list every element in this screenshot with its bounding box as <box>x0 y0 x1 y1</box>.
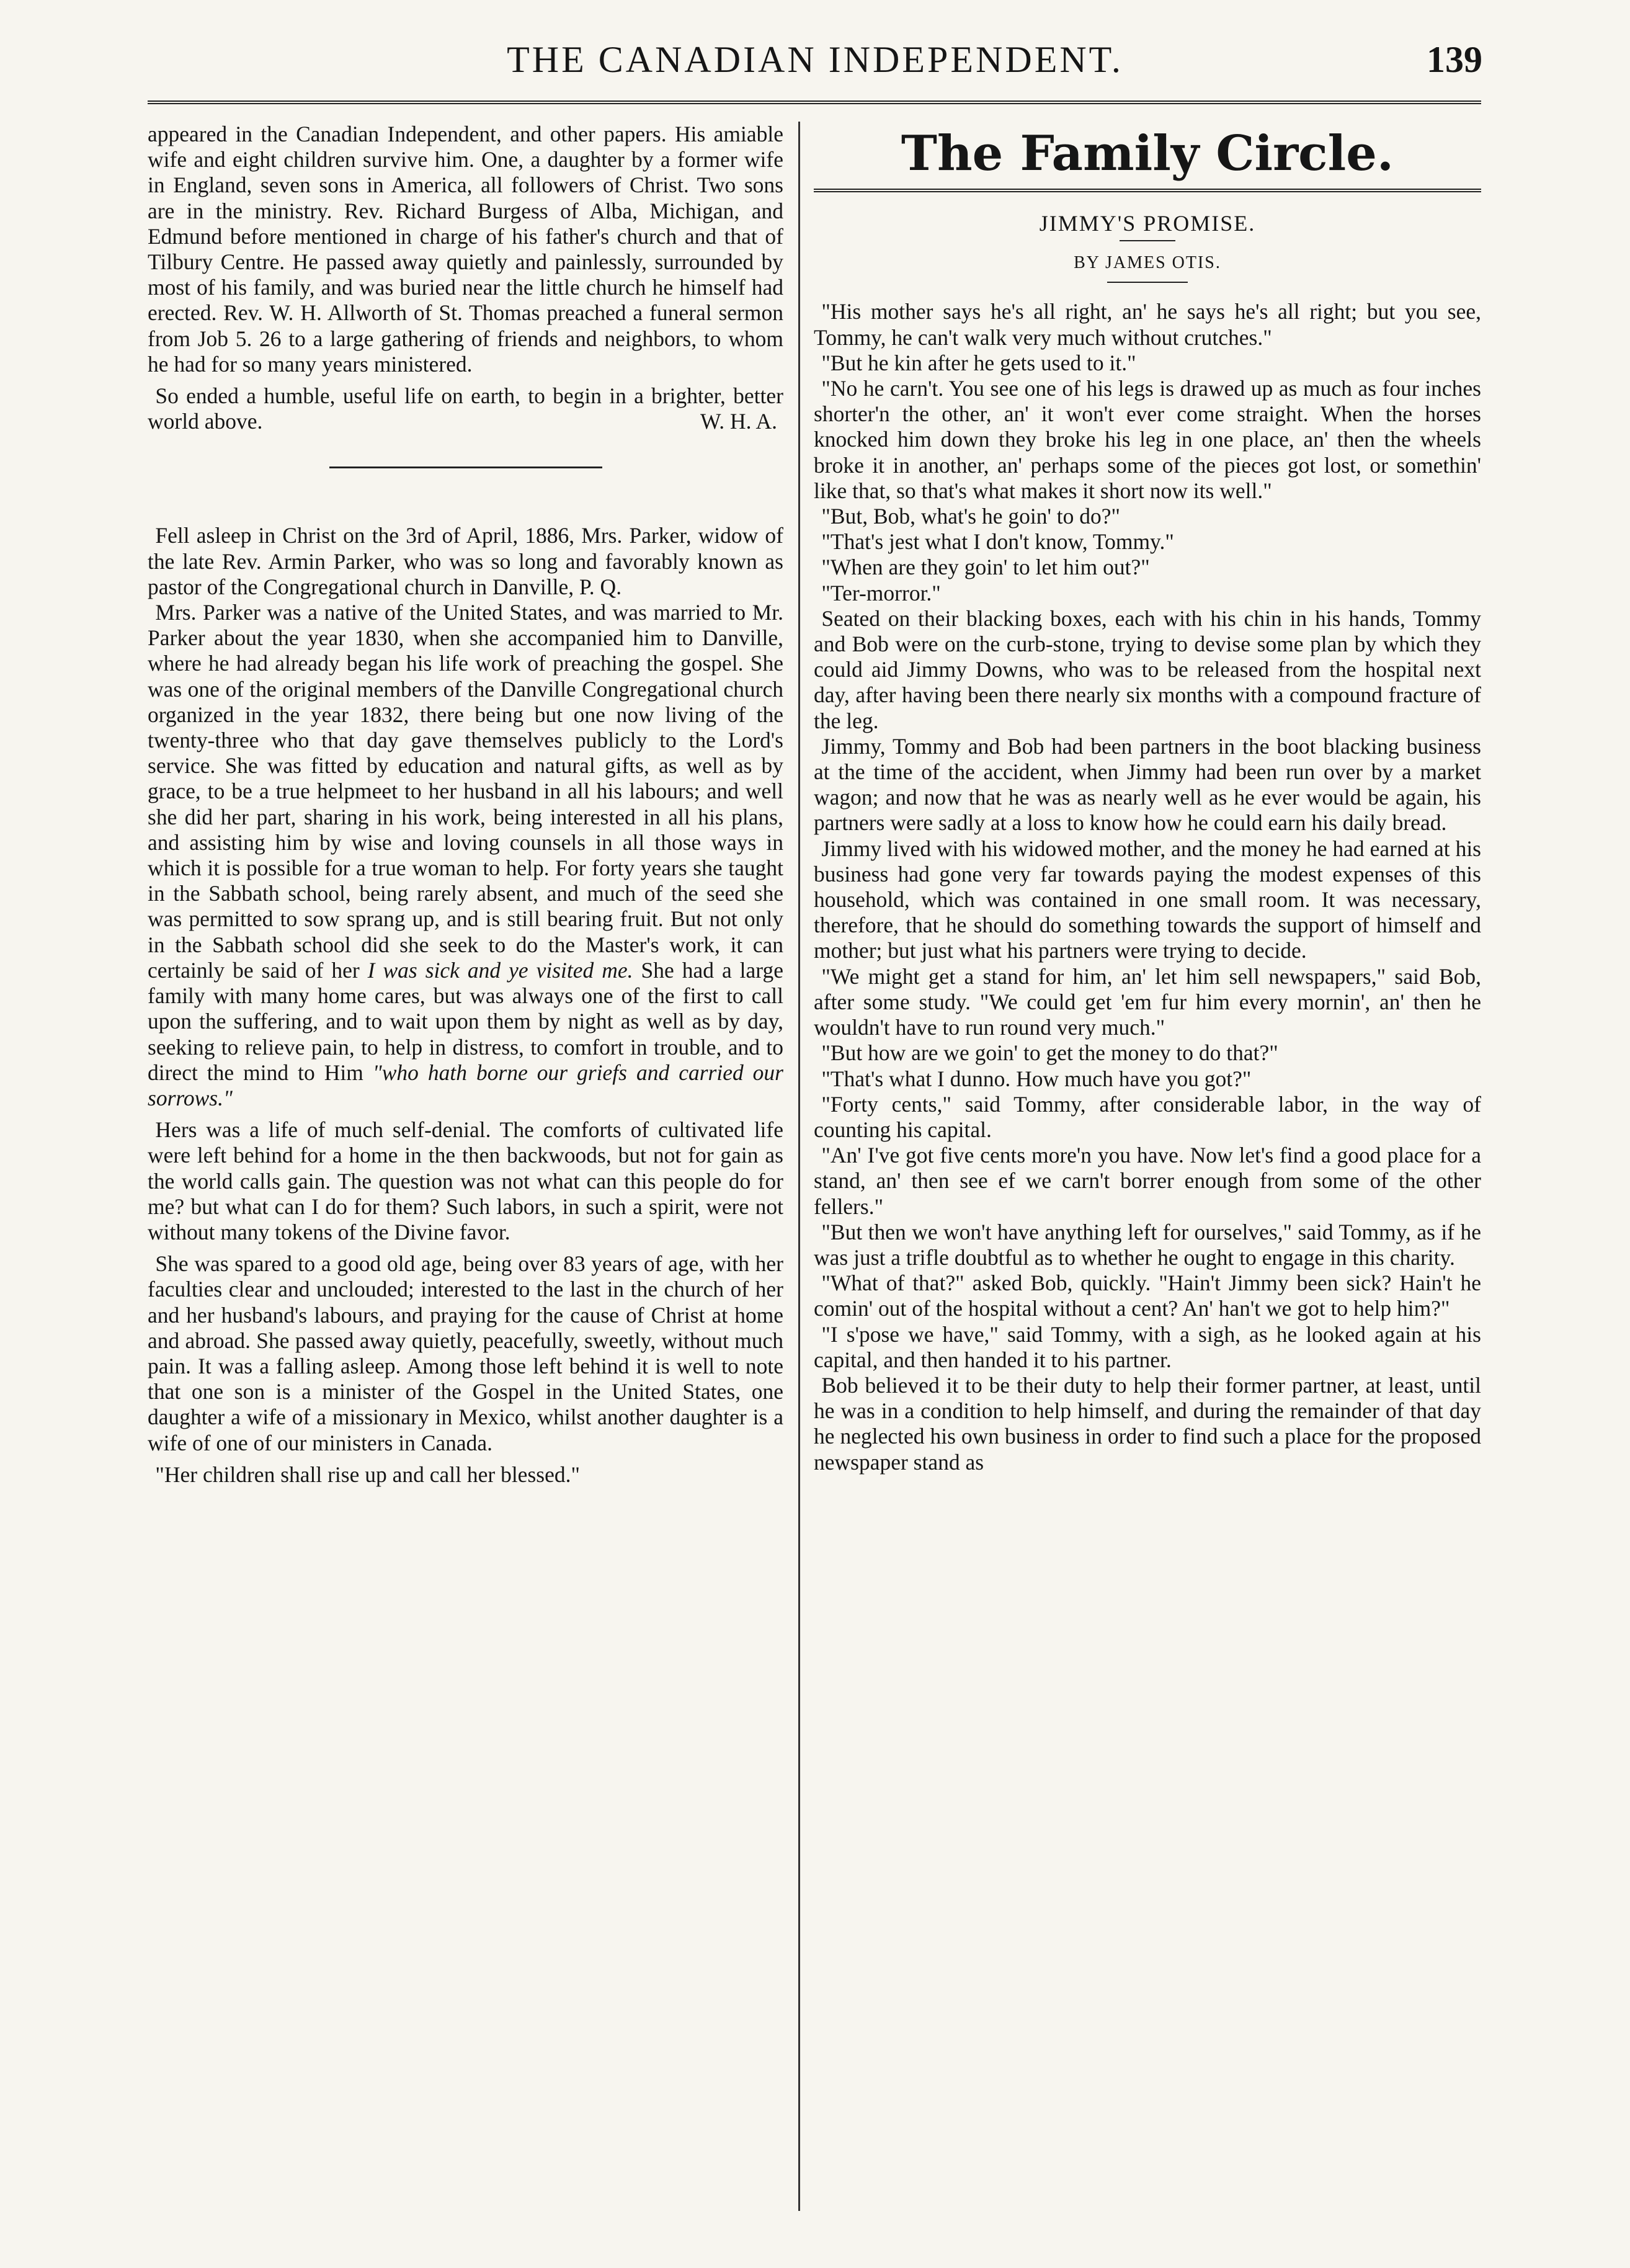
obituary-parker-life <box>148 600 783 1111</box>
story-paragraph: Seated on their blacking boxes, each with his chin in his hands, Tommy and Bob were on the curb-stone, trying to devise some plan by which they could aid Jimmy Downs, who was to be released from the hospital next day, after having been there nearly six months with a compound fracture of the leg. <box>814 605 1481 733</box>
title-rule <box>814 189 1481 192</box>
story-paragraph: "No he carn't. You see one of his legs is drawed up as much as four inches shorter'n the other, an' it won't ever come straight. When the horses knocked him down they broke his leg in one place, an' then the wheels broke it in another, an' perhaps some of the pieces got lost, or somethin' like that, so that's what makes it short now its well." <box>814 376 1481 503</box>
story-paragraph: "Forty cents," said Tommy, after considerable labor, in the way of counting his capital. <box>814 1091 1481 1142</box>
story-paragraph: "We might get a stand for him, an' let him sell newspapers," said Bob, after some study. "We could get 'em fur him every mornin', an' then he wouldn't have to run round very much." <box>814 963 1481 1040</box>
story-paragraph: "But how are we goin' to get the money to do that?" <box>821 1040 1278 1066</box>
parker-life-text: Mrs. Parker was a native of the United States, and was married to Mr. Parker about the year 1830, when she accompanied him to Danville, where he had already began his life work of preaching the gospel. She was one of the original members of the Danville Congregational church organized in the year 1832, there being but one now living of the twenty-three who that day gave themselves publicly to the Lord's service. She was fitted by education and natural gifts, as well as by grace, to be a true helpmeet to her husband in all his labours; and well she did her part, sharing in his work, being interested in all his plans, and assisting him by wise and loving counsels in all those ways in which it is possible for a true woman to help. For forty years she taught in the Sabbath school, being rarely absent, and much of the seed she was permitted to sow sprang up, and is still bearing fruit. But not only in the Sabbath school did she seek to do the Master's work, it can certainly be said of her <box>148 600 783 983</box>
parker-life-text-continued: She had a large family with many home cares, but was always one of the first to call upon the suffering, and to wait upon them by night as well as by day, seeking to relieve pain, to help in distress, to comfort in trouble, and to direct the mind to Him <box>148 957 783 1085</box>
byline-rule <box>1107 282 1188 283</box>
obituary-parker-closing-verse: "Her children shall rise up and call her blessed." <box>155 1462 580 1487</box>
story-paragraph: "But then we won't have anything left for ourselves," said Tommy, as if he was just a trifle doubtful as to whether he ought to engage in this charity. <box>814 1219 1481 1270</box>
signature: W. H. A. <box>700 409 777 434</box>
story-paragraph: "But he kin after he gets used to it." <box>821 350 1136 375</box>
right-column <box>814 122 1481 2194</box>
story-paragraph: "That's jest what I don't know, Tommy." <box>821 529 1174 555</box>
column-divider <box>798 122 800 2211</box>
story-paragraph: "I s'pose we have," said Tommy, with a sigh, as he looked again at his capital, and then handed it to his partner. <box>814 1321 1481 1372</box>
story-paragraph: Jimmy, Tommy and Bob had been partners in the boot blacking business at the time of the accident, when Jimmy had been run over by a market wagon; and now that he was as nearly well as he ever would be again, his partners were sadly at a loss to know how he could earn his daily bread. <box>814 733 1481 836</box>
left-column <box>148 122 783 2194</box>
header-rule <box>148 100 1481 104</box>
obituary-parker-intro: Fell asleep in Christ on the 3rd of April, 1886, Mrs. Parker, widow of the late Rev. Armin Parker, who was so long and favorably known as pastor of the Congregational church in Danville, P. Q. <box>148 523 783 599</box>
scripture-quote-2: "who hath borne our griefs and carried our sorrows." <box>148 1060 783 1110</box>
section-title: The Family Circle. <box>901 125 1394 182</box>
obituary-parker-old-age: She was spared to a good old age, being over 83 years of age, with her faculties clear and unclouded; interested to the last in the church of her and her husband's labours, and praying for the cause of Christ at home and abroad. She passed away quietly, peacefully, sweetly, without much pain. It was a falling asleep. Among those left behind it is well to note that one son is a minister of the Gospel in the United States, one daughter a wife of a missionary in Mexico, whilst another daughter is a wife of one of our ministers in Canada. <box>148 1251 783 1455</box>
story-paragraph: "His mother says he's all right, an' he says he's all right; but you see, Tommy, he can't walk very much without crutches." <box>814 299 1481 350</box>
story-title-rule <box>1120 240 1175 241</box>
story-paragraph: "When are they goin' to let him out?" <box>821 555 1150 580</box>
page-number: 139 <box>1427 39 1482 80</box>
story-paragraph: "That's what I dunno. How much have you got?" <box>821 1066 1252 1091</box>
story-paragraph: "What of that?" asked Bob, quickly. "Hain't Jimmy been sick? Hain't he comin' out of the hospital without a cent? An' han't we got to help him?" <box>814 1270 1481 1321</box>
scripture-quote: I was sick and ye visited me. <box>367 957 633 983</box>
obituary-burgess-closing <box>148 383 783 434</box>
obituary-parker-self-denial: Hers was a life of much self-denial. The comforts of cultivated life were left behind for a home in the then backwoods, but not for gain as the world calls gain. The question was not what can this people do for me? but what can I do for them? Such labors, in such a spirit, were not without many tokens of the Divine favor. <box>148 1117 783 1244</box>
story-paragraph: "Ter-morror." <box>821 580 941 605</box>
story-paragraph: "But, Bob, what's he goin' to do?" <box>821 504 1120 529</box>
story-paragraph: Bob believed it to be their duty to help their former partner, at least, until he was in a condition to help himself, and during the remainder of that day he neglected his own business in order to find such a place for the proposed newspaper stand as <box>814 1372 1481 1475</box>
closing-text: So ended a humble, useful life on earth, to begin in a brighter, better world above. <box>148 383 783 434</box>
obituary-burgess-paragraph: appeared in the Canadian Independent, and other papers. His amiable wife and eight children survive him. One, a daughter by a former wife in England, seven sons in America, all followers of Christ. Two sons are in the ministry. Rev. Richard Burgess of Alba, Michigan, and Edmund before mentioned in charge of his father's church and that of Tilbury Centre. He passed away quietly and painlessly, surrounded by most of his family, and was buried near the little church he himself had erected. Rev. W. H. Allworth of St. Thomas preached a funeral sermon from Job 5. 26 to a large gathering of friends and neighbors, to whom he had for so many years ministered. <box>148 122 783 377</box>
section-divider <box>329 467 602 468</box>
byline: BY JAMES OTIS. <box>1074 253 1221 273</box>
running-head: THE CANADIAN INDEPENDENT. <box>507 39 1123 80</box>
story-paragraph: "An' I've got five cents more'n you have. Now let's find a good place for a stand, an' then see ef we carn't borrer enough from some of the other fellers." <box>814 1143 1481 1219</box>
story-title: JIMMY'S PROMISE. <box>1039 211 1256 236</box>
story-paragraph: Jimmy lived with his widowed mother, and the money he had earned at his business had gone very far towards paying the modest expenses of this household, which was contained in one small room. It was necessary, therefore, that he should do something towards the support of himself and mother; but just what his partners were trying to decide. <box>814 836 1481 963</box>
